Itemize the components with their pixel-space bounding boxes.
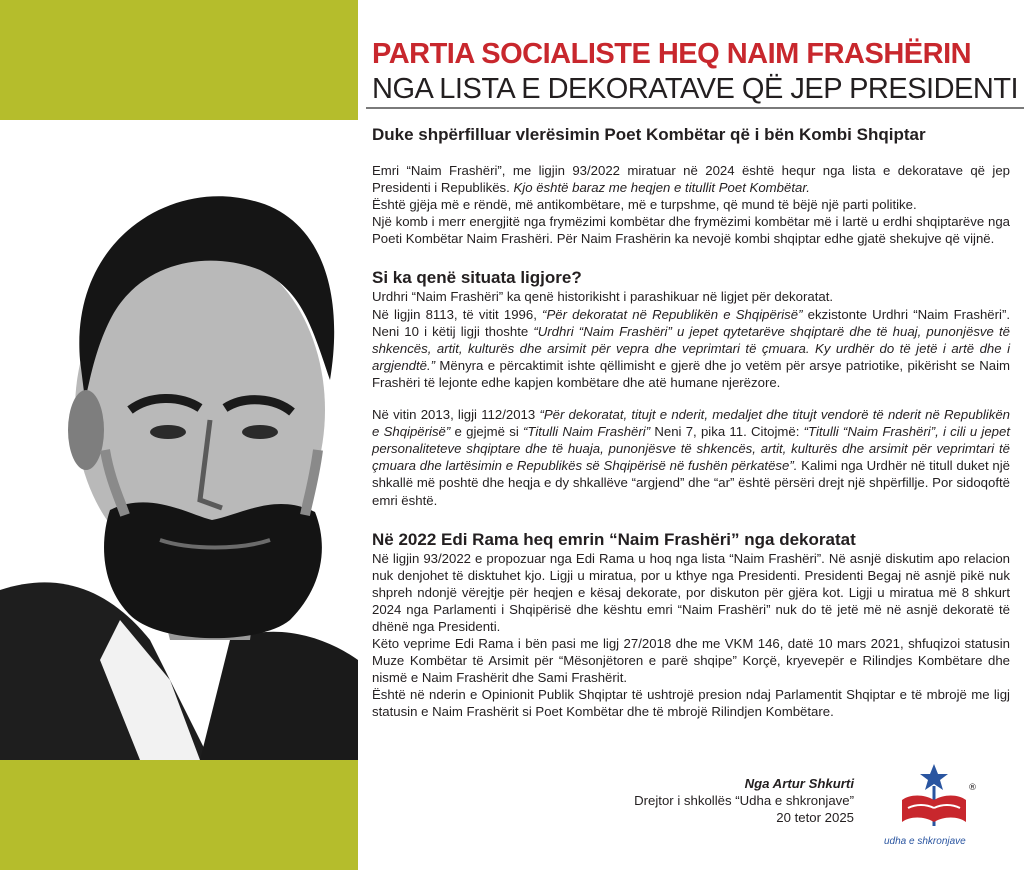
law-title: “Për dekoratat në Republikën e Shqipërisë” xyxy=(542,306,803,322)
law-quote: “Titulli “Naim Frashëri”, i cili u jepet personaliteteve shqiptare dhe të huaja, punonjësve të shkencës, artit, kulturës dhe arsimit për veprimtari të çmuara dhe lartësimin e Republikës së Shqipërisë në fushën përkatëse”. xyxy=(372,424,1010,474)
headline-divider xyxy=(366,107,1024,109)
text-run: Mënyra e përcaktimit ishte qëllimisht e gjerë dhe jo vetëm për arsye patriotike, pikërisht se Naim Frashëri të lejonte edhe kapjen kombëtare dhe atë humane njerëzore. xyxy=(372,357,1010,390)
author-name: Nga Artur Shkurti xyxy=(744,776,854,791)
intro-paragraph-3: Një komb i merr energjitë nga frymëzimi kombëtar dhe frymëzimi kombëtar më i lartë u erdhi shqiptarëve nga Poeti Kombëtar Naim Frashëri. Për Naim Frashërin ka nevojë kombi shqiptar edhe gjatë shekujve që vijnë. xyxy=(372,214,1010,247)
text-run: Në vitin 2013, ligji 112/2013 xyxy=(372,407,540,423)
left-color-band-top xyxy=(0,0,358,140)
law-title: “Për dekoratat, titujt e nderit, medaljet dhe titujt vendorë të nderit në Republikën e Shqipërisë” xyxy=(372,407,1010,440)
publish-date: 20 tetor 2025 xyxy=(776,810,854,825)
author-role: Drejtor i shkollës “Udha e shkronjave” xyxy=(634,793,854,808)
law-quote: “Urdhri “Naim Frashëri” u jepet qytetarëve shqiptarë dhe të huaj, punonjësve të shkencës, artit, kulturës dhe arsimit për vepra dhe veprimtari të çmuara. Ky urdhër do të jetë i artë dhe i argjendtë.” xyxy=(372,323,1010,373)
logo-wordmark: udha e shkronjave xyxy=(884,836,966,847)
text-run: Neni 7, pika 11. Citojmë: xyxy=(650,424,804,440)
section2-paragraph-2: Këto veprime Edi Rama i bën pasi me ligj 27/2018 dhe me VKM 146, datë 10 mars 2021, shfuqizoi statusin Muze Kombëtar të Arsimit për “Mësonjëtoren e parë shqipe” Korçë, kryevepër e Rilindjes Kombëtare dhe nismë e Naim Frashërit dhe Sami Frashërit. xyxy=(372,636,1010,686)
intro-emphasis: Kjo është baraz me heqjen e titullit Poet Kombëtar. xyxy=(513,180,810,196)
intro-text: Emri “Naim Frashëri”, me ligjin 93/2022 miratuar në 2024 është hequr nga lista e dekoratave që jep Presidenti i Republikës. xyxy=(372,163,1010,196)
section2-paragraph-3: Është në nderin e Opinionit Publik Shqiptar të ushtrojë presion ndaj Parlamentit Shqiptar e të mbrojë me ligj statusin e Naim Frashërit si Poet Kombëtar dhe të mbrojë Rilindjen Kombëtare. xyxy=(372,687,1010,720)
article-subtitle: Duke shpërfilluar vlerësimin Poet Kombëtar që i bën Kombi Shqiptar xyxy=(372,125,926,144)
section-heading-legal: Si ka qenë situata ligjore? xyxy=(372,268,582,288)
intro-paragraph-1 xyxy=(372,162,1010,196)
signature-block xyxy=(634,775,854,826)
article-body xyxy=(372,124,1010,721)
legal-paragraph-3 xyxy=(372,406,1010,509)
legal-paragraph-2 xyxy=(372,306,1010,391)
section2-paragraph-1: Në ligjin 93/2022 e propozuar nga Edi Rama u hoq nga lista “Naim Frashëri”. Në asnjë diskutim apo relacion nuk denjohet të disktuhet kjo. Ligji u miratua, por u kthye nga Presidenti. Presidenti Begaj në asnjë pikë nuk shpreh ndonjë vërejtje për heqjen e kësaj dekorate, por diskuton për gjëra kot. Ligji u miratua më 8 shkurt 2024 nga Parlamenti i Shqipërisë dhe kështu emri “Naim Frashëri” nuk do të jetë më në asnjë dekoratë të dhënë nga Presidenti. xyxy=(372,550,1010,634)
intro-paragraph-2: Është gjëja më e rëndë, më antikombëtare, më e turpshme, që mund të bëjë një parti politike. xyxy=(372,197,917,213)
headline-line-1: PARTIA SOCIALISTE HEQ NAIM FRASHËRIN xyxy=(372,38,972,70)
text-run: e gjejmë si xyxy=(450,424,524,440)
section-heading-2022: Në 2022 Edi Rama heq emrin “Naim Frashëri” nga dekoratat xyxy=(372,529,856,549)
headline-line-2: NGA LISTA E DEKORATAVE QË JEP PRESIDENTI xyxy=(372,73,1019,105)
portrait-naim-frasheri xyxy=(0,120,358,760)
text-run: Kalimi nga Urdhër në titull duket një shkallë më poshtë dhe heqja e dy shkallëve “argjend” dhe “ar” është përsëri drejt një shpërfillje. Por sidoqoftë emri është. xyxy=(372,458,1011,508)
title-name: “Titulli Naim Frashëri” xyxy=(523,424,651,440)
registered-mark: ® xyxy=(968,783,977,793)
text-run: Në ligjin 8113, të vitit 1996, xyxy=(372,306,543,322)
legal-paragraph-1: Urdhri “Naim Frashëri” ka qenë historikisht i parashikuar në ligjet për dekoratat. xyxy=(372,289,834,305)
udha-e-shkronjave-logo-icon xyxy=(896,760,976,840)
left-color-band-bottom xyxy=(0,760,358,870)
text-run: ekzistonte Urdhri “Naim Frashëri”. Neni 10 i këtij ligji thoshte xyxy=(372,306,1010,339)
